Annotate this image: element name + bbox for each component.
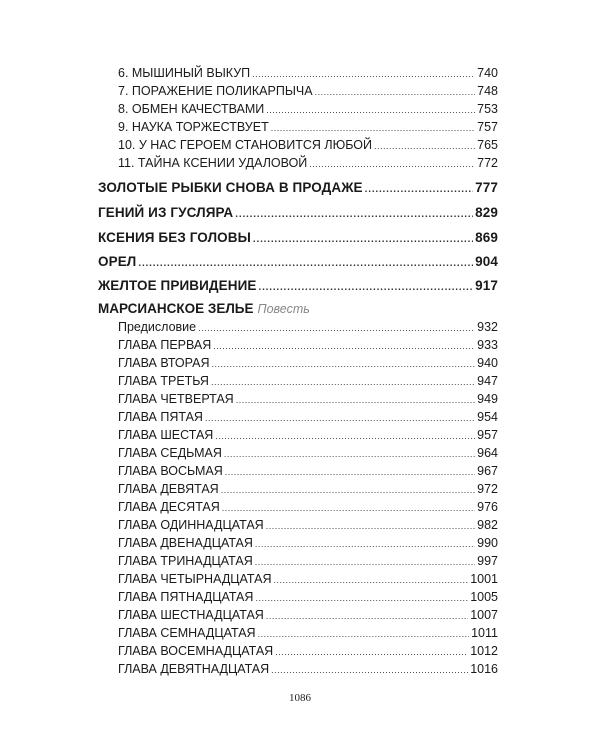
- entry-page: 1007: [470, 608, 498, 622]
- toc-entry[interactable]: [118, 392, 498, 406]
- entry-page: 829: [475, 205, 498, 220]
- entry-title: 11. ТАЙНА КСЕНИИ УДАЛОВОЙ: [118, 156, 308, 170]
- dot-leader: [271, 123, 475, 133]
- toc-entry[interactable]: [118, 120, 498, 134]
- toc-story-entry[interactable]: [98, 230, 498, 245]
- toc-entry[interactable]: [118, 446, 498, 460]
- dot-leader: [212, 359, 476, 369]
- entry-title: ГЛАВА ДЕВЯТНАДЦАТАЯ: [118, 662, 270, 676]
- dot-leader: [255, 539, 475, 549]
- entry-page: 757: [477, 120, 498, 134]
- dot-leader: [213, 341, 475, 351]
- toc-entry[interactable]: [118, 410, 498, 424]
- toc-entry[interactable]: [118, 644, 498, 658]
- entry-title: ГЛАВА ВОСЬМАЯ: [118, 464, 223, 478]
- toc-entry[interactable]: [118, 338, 498, 352]
- entry-page: 904: [475, 254, 498, 269]
- entry-title: ГЛАВА ПЯТАЯ: [118, 410, 203, 424]
- dot-leader: [255, 593, 468, 603]
- dot-leader: [253, 234, 473, 245]
- entry-page: 1001: [470, 572, 498, 586]
- toc-entry[interactable]: [118, 662, 498, 676]
- toc-entry[interactable]: [118, 428, 498, 442]
- entry-page: 1005: [470, 590, 498, 604]
- entry-title: 9. НАУКА ТОРЖЕСТВУЕТ: [118, 120, 269, 134]
- entry-title: Предисловие: [118, 320, 197, 334]
- dot-leader: [224, 449, 475, 459]
- section-title: МАРСИАНСКОЕ ЗЕЛЬЕ: [98, 301, 254, 316]
- toc-entry[interactable]: [118, 356, 498, 370]
- toc-entry[interactable]: [118, 518, 498, 532]
- entry-title: ГЛАВА ЧЕТВЕРТАЯ: [118, 392, 234, 406]
- entry-title: ЗОЛОТЫЕ РЫБКИ СНОВА В ПРОДАЖЕ: [98, 180, 363, 195]
- toc-entry[interactable]: [118, 102, 498, 116]
- toc-entry[interactable]: [118, 608, 498, 622]
- toc-story-entry[interactable]: [98, 254, 498, 269]
- entry-title: ГЕНИЙ ИЗ ГУСЛЯРА: [98, 205, 234, 220]
- entry-page: 772: [477, 156, 498, 170]
- entry-page: 748: [477, 84, 498, 98]
- entry-page: 957: [477, 428, 498, 442]
- entry-title: ГЛАВА ВТОРАЯ: [118, 356, 210, 370]
- entry-title: ЖЕЛТОЕ ПРИВИДЕНИЕ: [98, 278, 257, 293]
- entry-title: ГЛАВА СЕДЬМАЯ: [118, 446, 222, 460]
- dot-leader: [266, 521, 475, 531]
- entry-page: 1012: [470, 644, 498, 658]
- entry-page: 967: [477, 464, 498, 478]
- entry-title: ГЛАВА СЕМНАДЦАТАЯ: [118, 626, 256, 640]
- entry-page: 932: [477, 320, 498, 334]
- dot-leader: [275, 647, 468, 657]
- dot-leader: [266, 611, 468, 621]
- dot-leader: [271, 665, 468, 675]
- entry-page: 753: [477, 102, 498, 116]
- entry-page: 949: [477, 392, 498, 406]
- entry-title: 10. У НАС ГЕРОЕМ СТАНОВИТСЯ ЛЮБОЙ: [118, 138, 372, 152]
- entry-title: 8. ОБМЕН КАЧЕСТВАМИ: [118, 102, 265, 116]
- toc-entry[interactable]: [118, 84, 498, 98]
- entry-page: 740: [477, 66, 498, 80]
- dot-leader: [215, 431, 475, 441]
- entry-page: 982: [477, 518, 498, 532]
- entry-page: 990: [477, 536, 498, 550]
- dot-leader: [222, 503, 475, 513]
- toc-story-entry[interactable]: [98, 205, 498, 220]
- dot-leader: [221, 485, 475, 495]
- entry-title: ГЛАВА ДВЕНАДЦАТАЯ: [118, 536, 253, 550]
- entry-page: 777: [475, 180, 498, 195]
- entry-page: 964: [477, 446, 498, 460]
- entry-title: ГЛАВА ТРЕТЬЯ: [118, 374, 209, 388]
- toc-entry[interactable]: [118, 66, 498, 80]
- section-genre: Повесть: [257, 302, 310, 316]
- toc-story-entry[interactable]: [98, 278, 498, 293]
- toc-entry[interactable]: [118, 626, 498, 640]
- toc-entry[interactable]: [118, 482, 498, 496]
- entry-title: 7. ПОРАЖЕНИЕ ПОЛИКАРПЫЧА: [118, 84, 313, 98]
- entry-page: 954: [477, 410, 498, 424]
- dot-leader: [211, 377, 475, 387]
- toc-entry[interactable]: [118, 320, 498, 334]
- toc-entry[interactable]: [118, 156, 498, 170]
- entry-page: 1016: [470, 662, 498, 676]
- dot-leader: [309, 159, 475, 169]
- dot-leader: [138, 258, 473, 269]
- entry-title: ГЛАВА ВОСЕМНАДЦАТАЯ: [118, 644, 274, 658]
- toc-story-entry[interactable]: [98, 180, 498, 195]
- toc-entry[interactable]: [118, 536, 498, 550]
- entry-title: ГЛАВА ШЕСТНАДЦАТАЯ: [118, 608, 264, 622]
- entry-title: ГЛАВА ПЕРВАЯ: [118, 338, 212, 352]
- entry-title: ГЛАВА ОДИННАДЦАТАЯ: [118, 518, 264, 532]
- dot-leader: [374, 141, 475, 151]
- dot-leader: [258, 629, 470, 639]
- entry-title: ГЛАВА ДЕСЯТАЯ: [118, 500, 220, 514]
- page-number: 1086: [289, 692, 311, 704]
- toc-entry[interactable]: [118, 572, 498, 586]
- entry-page: 947: [477, 374, 498, 388]
- dot-leader: [266, 105, 475, 115]
- entry-page: 1011: [471, 626, 498, 640]
- entry-page: 917: [475, 278, 498, 293]
- section-heading[interactable]: [98, 301, 310, 316]
- entry-title: ОРЕЛ: [98, 254, 137, 269]
- dot-leader: [252, 69, 475, 79]
- dot-leader: [205, 413, 475, 423]
- entry-page: 940: [477, 356, 498, 370]
- entry-title: ГЛАВА ЧЕТЫРНАДЦАТАЯ: [118, 572, 272, 586]
- entry-page: 972: [477, 482, 498, 496]
- dot-leader: [198, 323, 475, 333]
- dot-leader: [259, 282, 474, 293]
- dot-leader: [236, 395, 475, 405]
- dot-leader: [225, 467, 475, 477]
- toc-entry[interactable]: [118, 554, 498, 568]
- dot-leader: [255, 557, 475, 567]
- entry-title: ГЛАВА ПЯТНАДЦАТАЯ: [118, 590, 254, 604]
- entry-page: 997: [477, 554, 498, 568]
- dot-leader: [235, 209, 473, 220]
- dot-leader: [274, 575, 469, 585]
- toc-entry[interactable]: [118, 138, 498, 152]
- entry-page: 933: [477, 338, 498, 352]
- entry-page: 976: [477, 500, 498, 514]
- toc-entry[interactable]: [118, 374, 498, 388]
- toc-entry[interactable]: [118, 464, 498, 478]
- entry-title: ГЛАВА ДЕВЯТАЯ: [118, 482, 219, 496]
- entry-page: 869: [475, 230, 498, 245]
- toc-entry[interactable]: [118, 590, 498, 604]
- dot-leader: [315, 87, 476, 97]
- entry-title: ГЛАВА ТРИНАДЦАТАЯ: [118, 554, 253, 568]
- entry-title: КСЕНИЯ БЕЗ ГОЛОВЫ: [98, 230, 251, 245]
- entry-title: 6. МЫШИНЫЙ ВЫКУП: [118, 66, 251, 80]
- toc-entry[interactable]: [118, 500, 498, 514]
- dot-leader: [365, 184, 474, 195]
- entry-title: ГЛАВА ШЕСТАЯ: [118, 428, 214, 442]
- entry-page: 765: [477, 138, 498, 152]
